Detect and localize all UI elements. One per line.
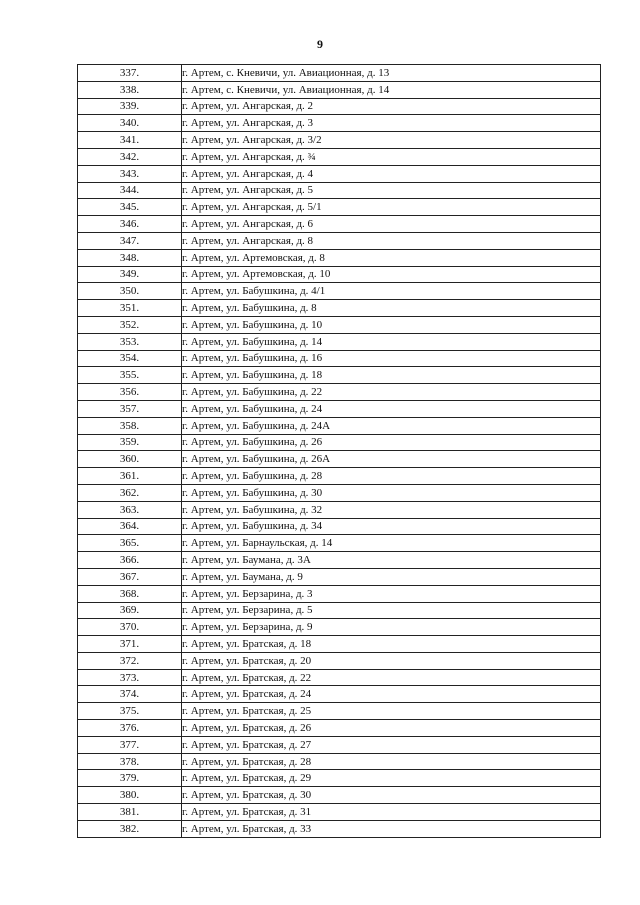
row-number: 337. — [78, 65, 182, 82]
row-address: г. Артем, ул. Ангарская, д. 5/1 — [182, 199, 601, 216]
row-number: 367. — [78, 568, 182, 585]
table-row — [78, 65, 601, 82]
table-row — [78, 602, 601, 619]
row-number: 365. — [78, 535, 182, 552]
row-address: г. Артем, ул. Бабушкина, д. 8 — [182, 300, 601, 317]
table-row — [78, 686, 601, 703]
row-address: г. Артем, ул. Артемовская, д. 8 — [182, 249, 601, 266]
table-row — [78, 333, 601, 350]
row-number: 354. — [78, 350, 182, 367]
row-address: г. Артем, ул. Бабушкина, д. 26 — [182, 434, 601, 451]
row-address: г. Артем, с. Кневичи, ул. Авиационная, д. 14 — [182, 81, 601, 98]
table-row — [78, 535, 601, 552]
row-number: 372. — [78, 652, 182, 669]
row-address: г. Артем, ул. Артемовская, д. 10 — [182, 266, 601, 283]
table-row — [78, 316, 601, 333]
row-address: г. Артем, ул. Бабушкина, д. 24А — [182, 417, 601, 434]
row-address: г. Артем, ул. Бабушкина, д. 32 — [182, 501, 601, 518]
row-address: г. Артем, ул. Ангарская, д. 3/2 — [182, 132, 601, 149]
table-row — [78, 736, 601, 753]
table-row — [78, 820, 601, 837]
row-address: г. Артем, ул. Бабушкина, д. 18 — [182, 367, 601, 384]
row-number: 379. — [78, 770, 182, 787]
row-number: 376. — [78, 720, 182, 737]
table-row — [78, 484, 601, 501]
row-address: г. Артем, ул. Бабушкина, д. 4/1 — [182, 283, 601, 300]
row-number: 374. — [78, 686, 182, 703]
table-row — [78, 367, 601, 384]
row-number: 340. — [78, 115, 182, 132]
table-row — [78, 350, 601, 367]
row-address: г. Артем, ул. Братская, д. 26 — [182, 720, 601, 737]
table-row — [78, 98, 601, 115]
row-number: 355. — [78, 367, 182, 384]
table-row — [78, 585, 601, 602]
row-address: г. Артем, ул. Баумана, д. 9 — [182, 568, 601, 585]
table-row — [78, 703, 601, 720]
row-address: г. Артем, ул. Берзарина, д. 5 — [182, 602, 601, 619]
table-row — [78, 148, 601, 165]
row-number: 360. — [78, 451, 182, 468]
row-number: 347. — [78, 232, 182, 249]
table-row — [78, 669, 601, 686]
row-address: г. Артем, ул. Барнаульская, д. 14 — [182, 535, 601, 552]
row-address: г. Артем, ул. Бабушкина, д. 16 — [182, 350, 601, 367]
row-number: 373. — [78, 669, 182, 686]
table-row — [78, 283, 601, 300]
row-number: 378. — [78, 753, 182, 770]
row-number: 352. — [78, 316, 182, 333]
row-address: г. Артем, ул. Ангарская, д. 2 — [182, 98, 601, 115]
row-number: 381. — [78, 804, 182, 821]
row-address: г. Артем, ул. Бабушкина, д. 30 — [182, 484, 601, 501]
table-row — [78, 619, 601, 636]
row-address: г. Артем, ул. Берзарина, д. 9 — [182, 619, 601, 636]
row-number: 375. — [78, 703, 182, 720]
table-row — [78, 232, 601, 249]
row-number: 363. — [78, 501, 182, 518]
row-number: 364. — [78, 518, 182, 535]
row-address: г. Артем, ул. Братская, д. 31 — [182, 804, 601, 821]
table-row — [78, 132, 601, 149]
table-row — [78, 199, 601, 216]
row-address: г. Артем, ул. Братская, д. 22 — [182, 669, 601, 686]
row-number: 380. — [78, 787, 182, 804]
table-row — [78, 165, 601, 182]
table-row — [78, 216, 601, 233]
row-address: г. Артем, ул. Бабушкина, д. 28 — [182, 468, 601, 485]
row-number: 339. — [78, 98, 182, 115]
table-row — [78, 417, 601, 434]
table-row — [78, 787, 601, 804]
row-number: 345. — [78, 199, 182, 216]
table-row — [78, 804, 601, 821]
table-row — [78, 652, 601, 669]
row-address: г. Артем, ул. Ангарская, д. 6 — [182, 216, 601, 233]
row-address: г. Артем, ул. Братская, д. 30 — [182, 787, 601, 804]
row-address: г. Артем, ул. Ангарская, д. 3 — [182, 115, 601, 132]
row-number: 369. — [78, 602, 182, 619]
row-number: 341. — [78, 132, 182, 149]
row-address: г. Артем, ул. Братская, д. 29 — [182, 770, 601, 787]
table-row — [78, 115, 601, 132]
row-number: 338. — [78, 81, 182, 98]
row-address: г. Артем, ул. Братская, д. 33 — [182, 820, 601, 837]
row-number: 377. — [78, 736, 182, 753]
table-row — [78, 468, 601, 485]
row-number: 356. — [78, 384, 182, 401]
page-number: 9 — [317, 37, 323, 51]
table-row — [78, 770, 601, 787]
row-number: 371. — [78, 636, 182, 653]
row-address: г. Артем, ул. Баумана, д. 3А — [182, 552, 601, 569]
row-address: г. Артем, ул. Ангарская, д. 5 — [182, 182, 601, 199]
table-row — [78, 518, 601, 535]
table-row — [78, 300, 601, 317]
table-row — [78, 753, 601, 770]
table-row — [78, 720, 601, 737]
row-address: г. Артем, ул. Бабушкина, д. 22 — [182, 384, 601, 401]
table-row — [78, 552, 601, 569]
row-address: г. Артем, ул. Братская, д. 28 — [182, 753, 601, 770]
row-number: 342. — [78, 148, 182, 165]
row-number: 348. — [78, 249, 182, 266]
row-address: г. Артем, ул. Братская, д. 18 — [182, 636, 601, 653]
address-table — [77, 64, 601, 838]
row-number: 357. — [78, 400, 182, 417]
row-number: 359. — [78, 434, 182, 451]
row-number: 358. — [78, 417, 182, 434]
row-address: г. Артем, ул. Братская, д. 20 — [182, 652, 601, 669]
row-number: 350. — [78, 283, 182, 300]
row-address: г. Артем, ул. Бабушкина, д. 26А — [182, 451, 601, 468]
row-number: 370. — [78, 619, 182, 636]
row-address: г. Артем, ул. Бабушкина, д. 24 — [182, 400, 601, 417]
table-row — [78, 384, 601, 401]
table-row — [78, 568, 601, 585]
row-address: г. Артем, ул. Братская, д. 27 — [182, 736, 601, 753]
row-address: г. Артем, с. Кневичи, ул. Авиационная, д. 13 — [182, 65, 601, 82]
table-row — [78, 249, 601, 266]
row-number: 366. — [78, 552, 182, 569]
row-number: 368. — [78, 585, 182, 602]
table-row — [78, 81, 601, 98]
table-row — [78, 501, 601, 518]
row-number: 353. — [78, 333, 182, 350]
table-row — [78, 451, 601, 468]
row-address: г. Артем, ул. Братская, д. 24 — [182, 686, 601, 703]
row-number: 344. — [78, 182, 182, 199]
row-address: г. Артем, ул. Ангарская, д. ¾ — [182, 148, 601, 165]
row-address: г. Артем, ул. Ангарская, д. 4 — [182, 165, 601, 182]
table-row — [78, 266, 601, 283]
row-number: 361. — [78, 468, 182, 485]
row-number: 382. — [78, 820, 182, 837]
table-row — [78, 182, 601, 199]
row-number: 346. — [78, 216, 182, 233]
row-number: 362. — [78, 484, 182, 501]
row-number: 343. — [78, 165, 182, 182]
row-number: 349. — [78, 266, 182, 283]
row-address: г. Артем, ул. Бабушкина, д. 34 — [182, 518, 601, 535]
row-address: г. Артем, ул. Ангарская, д. 8 — [182, 232, 601, 249]
row-number: 351. — [78, 300, 182, 317]
table-row — [78, 636, 601, 653]
row-address: г. Артем, ул. Бабушкина, д. 14 — [182, 333, 601, 350]
table-row — [78, 400, 601, 417]
row-address: г. Артем, ул. Братская, д. 25 — [182, 703, 601, 720]
table-row — [78, 434, 601, 451]
row-address: г. Артем, ул. Берзарина, д. 3 — [182, 585, 601, 602]
address-table-body — [78, 65, 601, 838]
row-address: г. Артем, ул. Бабушкина, д. 10 — [182, 316, 601, 333]
